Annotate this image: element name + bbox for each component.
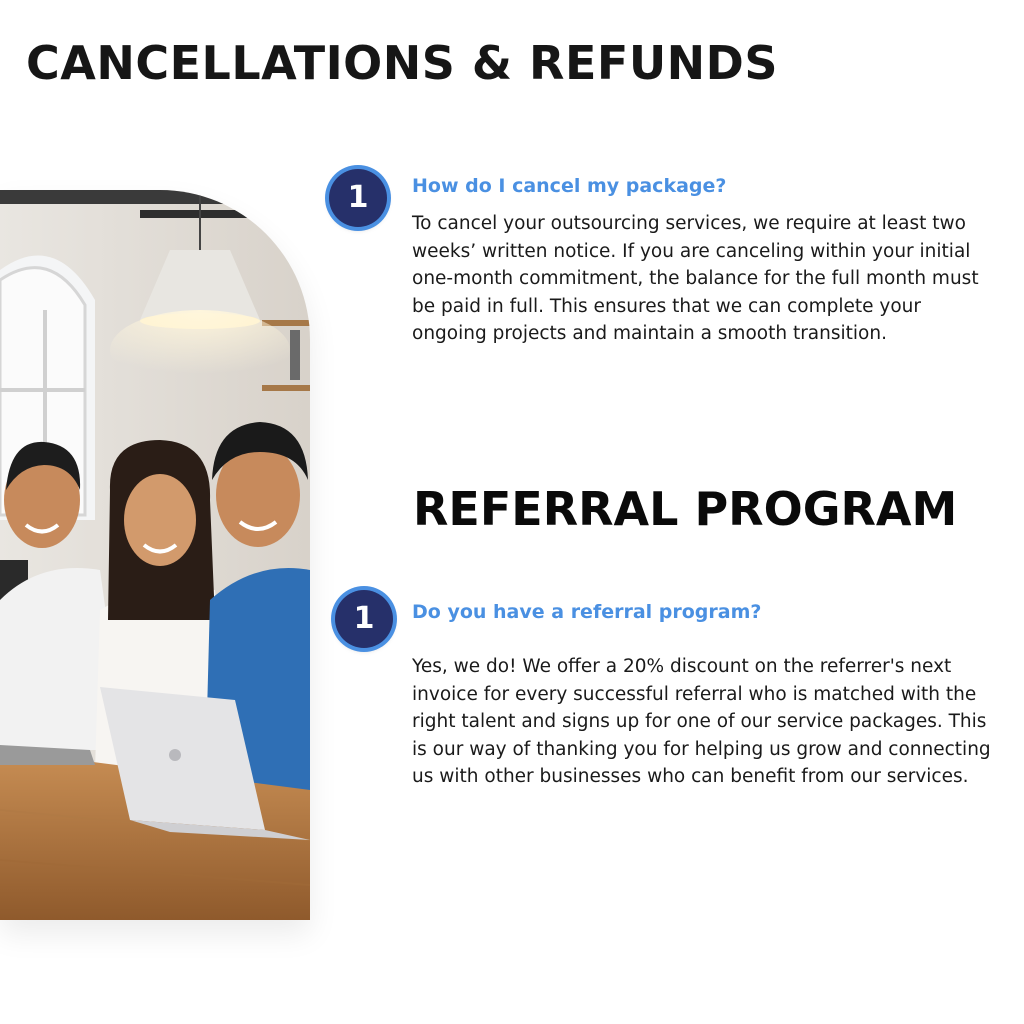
team-photo-illustration	[0, 190, 310, 920]
cancel-step-badge: 1	[329, 169, 387, 227]
referral-title: REFERRAL PROGRAM	[413, 482, 958, 536]
page-title: CANCELLATIONS & REFUNDS	[26, 36, 778, 90]
team-photo	[0, 190, 310, 920]
referral-step-badge: 1	[335, 590, 393, 648]
referral-question: Do you have a referral program?	[412, 601, 762, 623]
referral-answer: Yes, we do! We offer a 20% discount on the referrer's next invoice for every successful referral who is matched with the right talent and signs up for one of our service packages. This is our way of thanking you for helping us grow and connecting us with other businesses who can benefit from our services.	[412, 656, 991, 787]
cancel-question: How do I cancel my package?	[412, 175, 727, 197]
cancel-answer: To cancel your outsourcing services, we require at least two weeks’ written notice. If you are canceling within your initial one-month commitment, the balance for the full month must be paid in full. This ensures that we can complete your ongoing projects and maintain a smooth transition.	[412, 213, 979, 344]
